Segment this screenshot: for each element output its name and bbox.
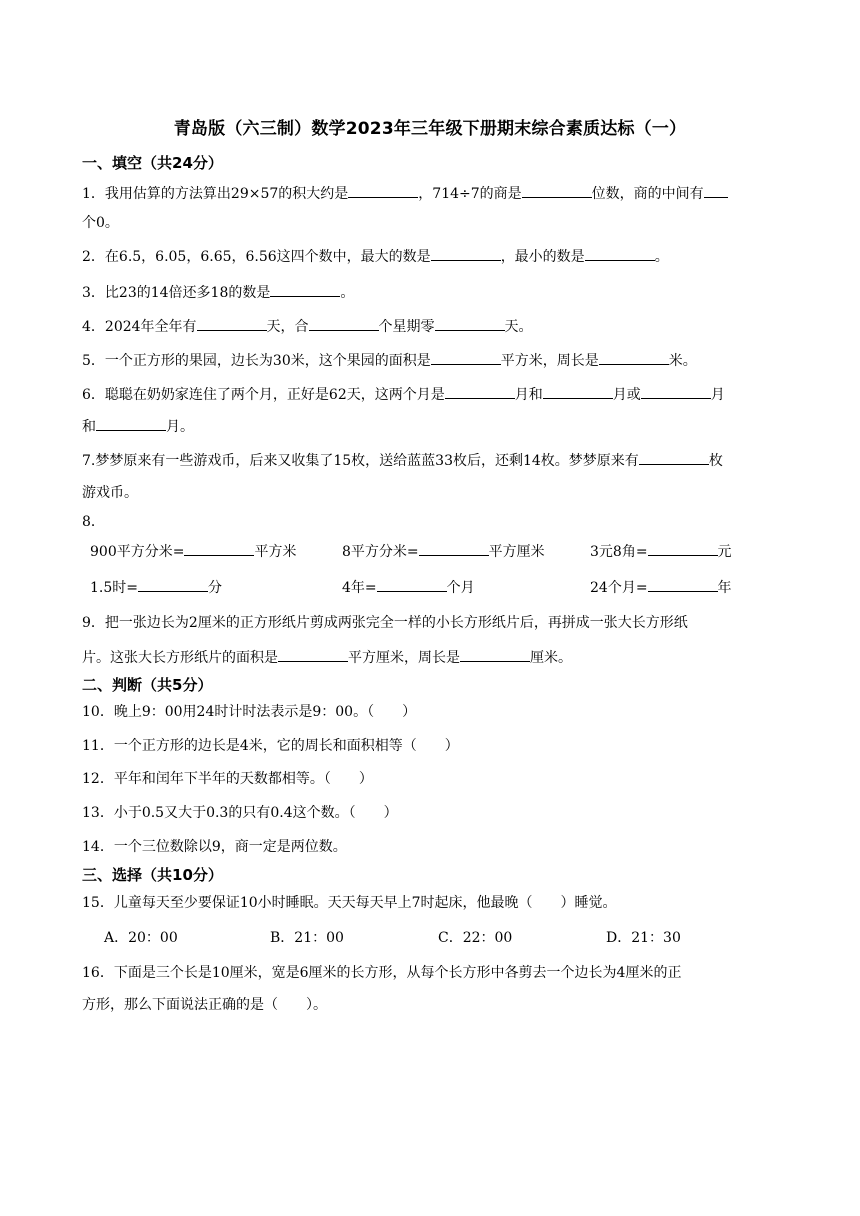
question-8-number: 8． xyxy=(82,514,105,530)
question-12 xyxy=(82,769,782,789)
answer-blank[interactable] xyxy=(184,541,254,556)
option-a[interactable]: A．20：00 xyxy=(104,930,178,946)
answer-blank[interactable] xyxy=(648,541,718,556)
question-text: 12．平年和闰年下半年的天数都相等。（ xyxy=(82,771,331,787)
question-text: ） xyxy=(358,771,373,787)
question-text: 10．晚上9：00用24时计时法表示是9：00。（ xyxy=(82,704,375,720)
answer-blank[interactable] xyxy=(419,541,489,556)
conversion-item xyxy=(90,541,296,562)
question-3 xyxy=(82,282,782,303)
question-7-continued: 游戏币。 xyxy=(82,485,138,501)
question-text: 平方厘米，周长是 xyxy=(348,650,460,666)
question-text: 月 xyxy=(710,387,725,403)
question-text: ） xyxy=(402,704,417,720)
question-text: 24个月= xyxy=(590,580,648,596)
question-text: 月或 xyxy=(612,387,641,403)
question-text: 平方厘米 xyxy=(488,544,545,560)
answer-blank[interactable] xyxy=(431,350,501,365)
answer-blank[interactable] xyxy=(138,577,208,592)
question-5 xyxy=(82,350,782,371)
question-text: ） xyxy=(383,805,398,821)
question-7 xyxy=(82,450,782,471)
answer-blank[interactable] xyxy=(348,183,418,198)
answer-blank[interactable] xyxy=(585,246,655,261)
conversion-item xyxy=(342,577,475,598)
question-text: 平方米 xyxy=(254,544,297,560)
answer-blank[interactable] xyxy=(522,183,592,198)
question-text: 天，合 xyxy=(266,319,309,335)
section-heading-fill-blank: 一、填空（共24分） xyxy=(82,154,223,172)
question-text: 4．2024年全年有 xyxy=(82,319,197,335)
question-text: 和 xyxy=(82,419,96,435)
question-10 xyxy=(82,702,782,722)
question-text: 枚 xyxy=(708,453,723,469)
question-text: 分 xyxy=(208,580,222,596)
answer-blank[interactable] xyxy=(704,183,728,198)
question-text: 。 xyxy=(340,285,355,301)
answer-blank[interactable] xyxy=(278,647,348,662)
option-d[interactable]: D．21：30 xyxy=(606,930,681,946)
question-text: 2．在6.5，6.05，6.65，6.56这四个数中，最大的数是 xyxy=(82,249,431,265)
answer-blank[interactable] xyxy=(445,384,515,399)
question-text: 米。 xyxy=(668,353,697,369)
question-text: 1.5时= xyxy=(90,580,138,596)
answer-blank[interactable] xyxy=(599,350,669,365)
answer-blank[interactable] xyxy=(309,316,379,331)
answer-blank[interactable] xyxy=(648,577,718,592)
question-text: 年 xyxy=(717,580,732,596)
answer-blank[interactable] xyxy=(197,316,267,331)
section-heading-multiple-choice: 三、选择（共10分） xyxy=(82,866,223,884)
question-9-continued xyxy=(82,647,782,668)
answer-blank[interactable] xyxy=(641,384,711,399)
question-text: 月和 xyxy=(514,387,543,403)
question-text: 个月 xyxy=(446,580,475,596)
question-2 xyxy=(82,246,782,267)
question-text: 1．我用估算的方法算出29×57的积大约是 xyxy=(82,186,349,202)
page-title: 青岛版（六三制）数学2023年三年级下册期末综合素质达标（一） xyxy=(173,119,687,139)
option-c[interactable]: C．22：00 xyxy=(438,930,513,946)
question-text: 平方米，周长是 xyxy=(500,353,599,369)
question-16-continued xyxy=(82,995,782,1015)
question-text: 厘米。 xyxy=(530,650,572,666)
question-6 xyxy=(82,384,782,405)
option-b[interactable]: B．21：00 xyxy=(270,930,344,946)
answer-blank[interactable] xyxy=(460,647,530,662)
conversion-item xyxy=(590,577,732,598)
question-11 xyxy=(82,736,782,756)
question-text: 15．儿童每天至少要保证10小时睡眠。天天每天早上7时起床，他最晚（ xyxy=(82,895,533,911)
question-15 xyxy=(82,893,782,913)
conversion-item xyxy=(590,541,732,562)
answer-blank[interactable] xyxy=(377,577,447,592)
question-text: 3．比23的14倍还多18的数是 xyxy=(82,285,271,301)
question-13 xyxy=(82,803,782,823)
question-text: 。 xyxy=(654,249,669,265)
question-text: 6．聪聪在奶奶家连住了两个月，正好是62天，这两个月是 xyxy=(82,387,445,403)
question-text: 900平方分米= xyxy=(90,544,185,560)
question-text: ，最小的数是 xyxy=(500,249,585,265)
question-text: 3元8角= xyxy=(590,544,648,560)
question-text: ）。 xyxy=(306,997,327,1013)
conversion-item xyxy=(90,577,222,598)
answer-blank[interactable] xyxy=(435,316,505,331)
question-text: 7.梦梦原来有一些游戏币，后来又收集了15枚，送给蓝蓝33枚后，还剩14枚。梦梦原来有 xyxy=(82,453,639,469)
section-heading-true-false: 二、判断（共5分） xyxy=(82,676,213,694)
question-16: 16．下面是三个长是10厘米，宽是6厘米的长方形，从每个长方形中各剪去一个边长为4厘米的正 xyxy=(82,965,682,981)
question-9: 9．把一张边长为2厘米的正方形纸片剪成两张完全一样的小长方形纸片后，再拼成一张大长方形纸 xyxy=(82,615,688,631)
question-14: 14．一个三位数除以9，商一定是两位数。 xyxy=(82,839,347,855)
question-text: 元 xyxy=(717,544,732,560)
question-text: ，714÷7的商是 xyxy=(418,186,522,202)
question-text: 8平方分米= xyxy=(342,544,419,560)
question-text: ） xyxy=(444,738,459,754)
question-text: 天。 xyxy=(504,319,533,335)
answer-blank[interactable] xyxy=(431,246,501,261)
question-1-continued: 个0。 xyxy=(82,215,119,231)
question-text: 13．小于0.5又大于0.3的只有0.4这个数。（ xyxy=(82,805,356,821)
question-text: 位数，商的中间有 xyxy=(591,186,704,202)
question-text: 个星期零 xyxy=(378,319,435,335)
question-text: 4年= xyxy=(342,580,377,596)
answer-blank[interactable] xyxy=(96,416,166,431)
question-4 xyxy=(82,316,782,337)
answer-blank[interactable] xyxy=(543,384,613,399)
answer-blank[interactable] xyxy=(639,450,709,465)
question-text: 11．一个正方形的边长是4米，它的周长和面积相等（ xyxy=(82,738,417,754)
answer-blank[interactable] xyxy=(270,282,340,297)
question-text: ）睡觉。 xyxy=(560,895,617,911)
conversion-item xyxy=(342,541,545,562)
question-text: 5．一个正方形的果园，边长为30米，这个果园的面积是 xyxy=(82,353,431,369)
question-text: 方形，那么下面说法正确的是（ xyxy=(82,997,278,1013)
question-text: 月。 xyxy=(166,419,194,435)
question-1 xyxy=(82,183,782,204)
question-6-continued xyxy=(82,416,782,437)
question-text: 片。这张大长方形纸片的面积是 xyxy=(82,650,278,666)
